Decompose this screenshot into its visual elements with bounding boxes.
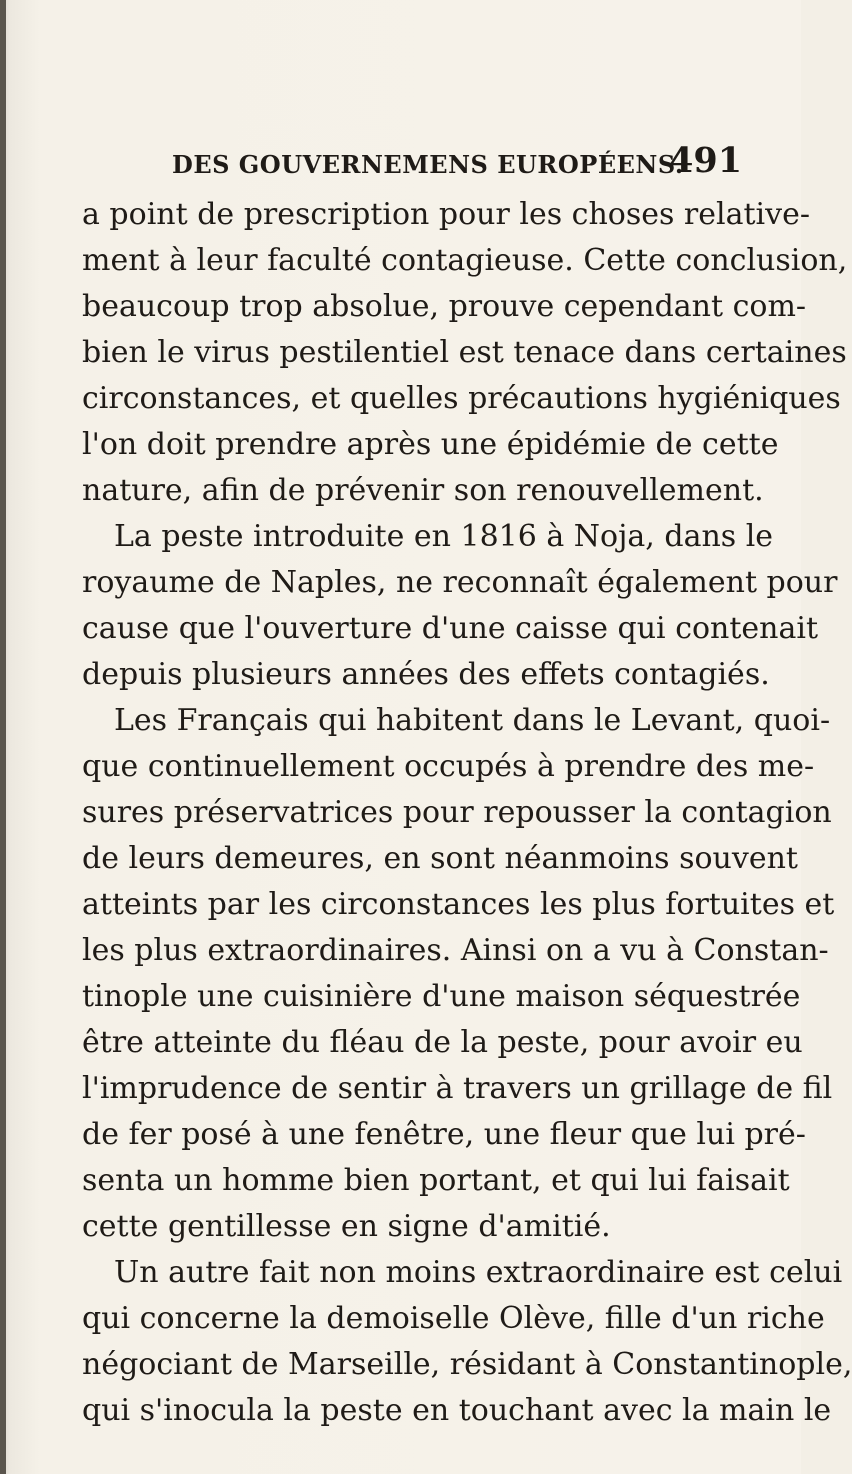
text-line: l'imprudence de sentir à travers un grillage de fil — [82, 1071, 833, 1106]
body-text — [82, 192, 852, 1434]
text-line: circonstances, et quelles précautions hygiéniques — [82, 381, 841, 416]
page-edge — [0, 0, 6, 1474]
text-line: qui s'inocula la peste en touchant avec la main le — [82, 1393, 832, 1428]
text-line: que continuellement occupés à prendre des me- — [82, 749, 815, 784]
text-line: de leurs demeures, en sont néanmoins souvent — [82, 841, 798, 876]
text-line: cette gentillesse en signe d'amitié. — [82, 1209, 611, 1244]
text-line: Les Français qui habitent dans le Levant, quoi- — [114, 703, 831, 738]
text-line: La peste introduite en 1816 à Noja, dans le — [114, 519, 774, 554]
text-line: a point de prescription pour les choses relative- — [82, 197, 810, 232]
text-line: l'on doit prendre après une épidémie de cette — [82, 427, 779, 462]
text-line: de fer posé à une fenêtre, une fleur que lui pré- — [82, 1117, 806, 1152]
text-line: négociant de Marseille, résidant à Constantinople, — [82, 1347, 852, 1382]
text-line: ment à leur faculté contagieuse. Cette conclusion, — [82, 243, 848, 278]
text-line: atteints par les circonstances les plus fortuites et — [82, 887, 835, 922]
page-number: 491 — [669, 140, 743, 181]
text-line: royaume de Naples, ne reconnaît également pour — [82, 565, 838, 600]
text-line: être atteinte du fléau de la peste, pour avoir eu — [82, 1025, 803, 1060]
text-line: sures préservatrices pour repousser la contagion — [82, 795, 832, 830]
text-line: qui concerne la demoiselle Olève, fille d'un riche — [82, 1301, 825, 1336]
running-head-title: DES GOUVERNEMENS EUROPÉENS. — [172, 150, 684, 179]
text-line: beaucoup trop absolue, prouve cependant com- — [82, 289, 807, 324]
text-line: Un autre fait non moins extraordinaire est celui — [114, 1255, 843, 1290]
text-line: bien le virus pestilentiel est tenace dans certaines — [82, 335, 847, 370]
text-line: tinople une cuisinière d'une maison séquestrée — [82, 979, 801, 1014]
text-line: nature, afin de prévenir son renouvellement. — [82, 473, 764, 508]
text-line: les plus extraordinaires. Ainsi on a vu à Constan- — [82, 933, 829, 968]
text-line: depuis plusieurs années des effets contagiés. — [82, 657, 770, 692]
running-head — [0, 140, 801, 184]
text-line: senta un homme bien portant, et qui lui faisait — [82, 1163, 790, 1198]
text-line: cause que l'ouverture d'une caisse qui contenait — [82, 611, 819, 646]
